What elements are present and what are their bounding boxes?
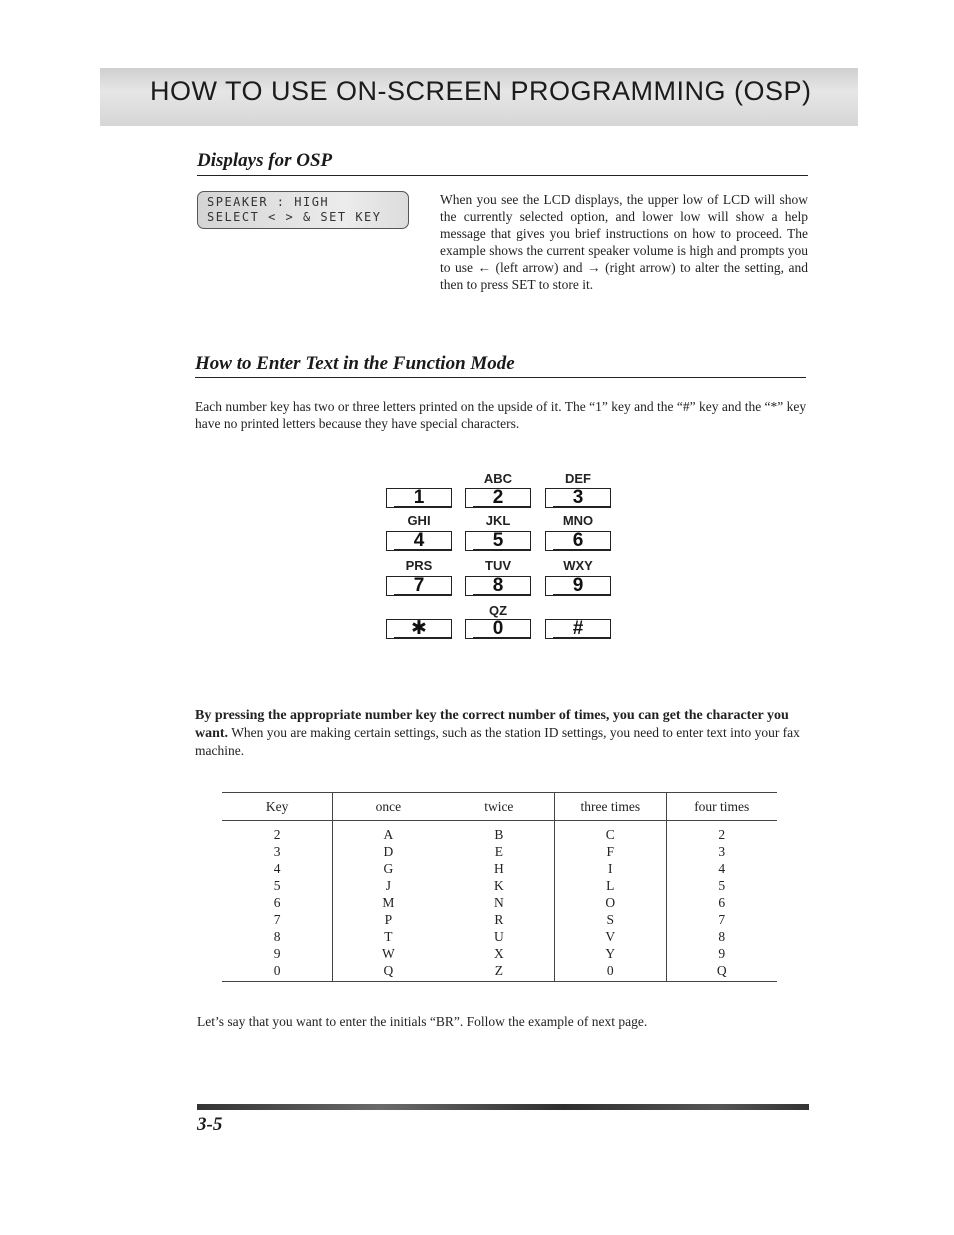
- key-letters: PRS: [405, 558, 433, 573]
- section-rule: [197, 175, 808, 176]
- table-cell: 4: [273, 860, 281, 876]
- lcd-description: When you see the LCD displays, the upper low of LCD will show the currently selected option, and lower low will show a help message that gives you brief instructions on how to proceed. The example shows the current speaker volume is high and prompts you to use ← (left arrow) and → (right arrow) to alter the setting, and then to press SET to store it.: [440, 192, 808, 292]
- table-cell: I: [555, 860, 666, 877]
- key-0: 0: [465, 619, 531, 639]
- table-header: twice: [444, 793, 555, 821]
- section-rule: [195, 377, 806, 378]
- section-heading-enter-text: How to Enter Text in the Function Mode: [195, 353, 515, 374]
- table-cell: 0: [222, 962, 333, 982]
- table-cell: P: [333, 911, 444, 928]
- key-letters: ABC: [483, 471, 513, 486]
- table-cell: O: [555, 894, 666, 911]
- table-cell: A: [333, 821, 444, 844]
- table-cell: K: [493, 877, 504, 893]
- key-7: 7: [386, 576, 452, 596]
- key-9: 9: [545, 576, 611, 596]
- table-cell: 3: [273, 843, 281, 859]
- table-cell: 9: [666, 945, 777, 962]
- table-header: four times: [666, 793, 777, 821]
- key-6: 6: [545, 531, 611, 551]
- key-letters: MNO: [562, 513, 594, 528]
- key-letters: WXY: [563, 558, 593, 573]
- table-row: [222, 928, 777, 945]
- closing-paragraph: Let’s say that you want to enter the initials “BR”. Follow the example of next page.: [197, 1014, 648, 1029]
- table-cell: 5: [273, 877, 281, 893]
- key-letters: TUV: [485, 558, 511, 573]
- table-row: [222, 821, 777, 844]
- lcd-line-1: SPEAKER : HIGH: [207, 195, 330, 209]
- table-row: [222, 945, 777, 962]
- table-cell: 7: [666, 911, 777, 928]
- table-cell: 8: [273, 928, 281, 944]
- lcd-line-2: SELECT < > & SET KEY: [207, 210, 382, 224]
- table-cell: 7: [273, 911, 281, 927]
- key-letters: GHI: [407, 513, 431, 528]
- key-5: 5: [465, 531, 531, 551]
- table-cell: X: [493, 945, 504, 961]
- table-cell: C: [555, 821, 666, 844]
- key-2: 2: [465, 488, 531, 508]
- table-cell: B: [494, 826, 504, 842]
- table-header: three times: [555, 793, 666, 821]
- pressing-paragraph-rest: When you are making certain settings, such as the station ID settings, you need to enter text into your fax machine.: [195, 725, 800, 758]
- table-cell: M: [333, 894, 444, 911]
- table-cell: V: [555, 928, 666, 945]
- table-cell: 8: [666, 928, 777, 945]
- table-cell: 2: [666, 821, 777, 844]
- character-table: [222, 792, 777, 982]
- table-cell: F: [555, 843, 666, 860]
- table-cell: Z: [444, 962, 555, 982]
- table-cell: 6: [666, 894, 777, 911]
- page-number: 3-5: [197, 1114, 223, 1135]
- table-cell: 4: [666, 860, 777, 877]
- section-heading-displays: Displays for OSP: [197, 150, 333, 171]
- table-body: [222, 821, 777, 982]
- table-header: Key: [222, 793, 333, 821]
- table-cell: Q: [333, 962, 444, 982]
- table-cell: R: [494, 911, 504, 927]
- table-cell: 2: [273, 826, 281, 842]
- key-3: 3: [545, 488, 611, 508]
- table-row: [222, 962, 777, 982]
- table-row: [222, 843, 777, 860]
- table-header: once: [333, 793, 444, 821]
- table-cell: H: [493, 860, 504, 876]
- table-cell: L: [555, 877, 666, 894]
- table-cell: S: [555, 911, 666, 928]
- table-cell: 6: [273, 894, 281, 910]
- table-cell: E: [494, 843, 503, 859]
- key-hash: #: [545, 619, 611, 639]
- key-star: ✱: [386, 619, 452, 639]
- table-row: [222, 877, 777, 894]
- table-row: [222, 860, 777, 877]
- table-cell: T: [333, 928, 444, 945]
- table-cell: 0: [555, 962, 666, 982]
- page-title: HOW TO USE ON-SCREEN PROGRAMMING (OSP): [150, 76, 812, 106]
- table-cell: 9: [273, 945, 281, 961]
- intro-paragraph: Each number key has two or three letters printed on the upside of it. The “1” key and the “#” key and the “*” key have no printed letters because they have special characters.: [195, 399, 807, 431]
- pressing-paragraph: [195, 706, 808, 759]
- footer-rule: [197, 1104, 809, 1110]
- lcd-display: [197, 191, 409, 229]
- table-cell: J: [333, 877, 444, 894]
- table-cell: U: [493, 928, 504, 944]
- key-4: 4: [386, 531, 452, 551]
- key-8: 8: [465, 576, 531, 596]
- table-cell: 3: [666, 843, 777, 860]
- table-header-row: [222, 793, 777, 821]
- table-cell: G: [333, 860, 444, 877]
- table-row: [222, 911, 777, 928]
- table-cell: Q: [666, 962, 777, 982]
- table-cell: 5: [666, 877, 777, 894]
- pressing-paragraph-bold: By pressing the appropriate number key the correct number of times, you can get the character you want.: [195, 708, 789, 741]
- key-1: 1: [386, 488, 452, 508]
- table-row: [222, 894, 777, 911]
- key-letters: JKL: [485, 513, 511, 528]
- table-cell: W: [333, 945, 444, 962]
- key-letters: QZ: [488, 603, 508, 618]
- table-cell: N: [493, 894, 504, 910]
- table-cell: Y: [555, 945, 666, 962]
- table-cell: D: [333, 843, 444, 860]
- key-letters: DEF: [565, 471, 591, 486]
